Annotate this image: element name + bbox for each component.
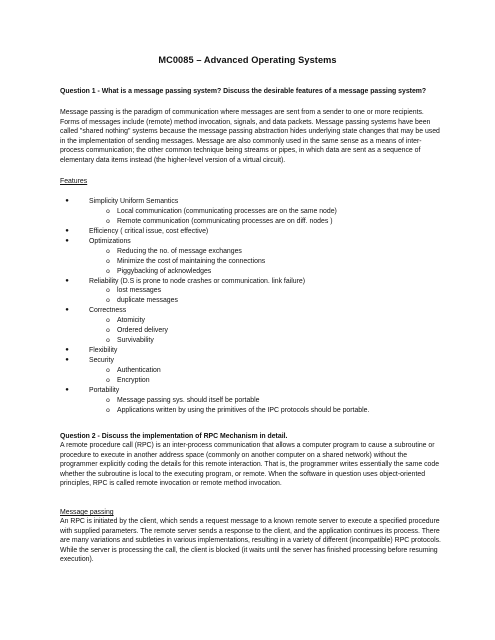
question-2-heading: Question 2 - Discuss the implementation of RPC Mechanism in detail. (60, 433, 288, 440)
bullet-icon: ● (65, 237, 69, 244)
sub-bullet-icon: o (106, 217, 110, 225)
sub-bullet-icon: o (106, 207, 110, 215)
sub-bullet-icon: o (106, 376, 110, 384)
feature-sub-item (60, 267, 450, 277)
sub-bullet-icon: o (106, 317, 110, 325)
feature-item (60, 197, 450, 207)
feature-item (60, 306, 450, 316)
feature-item (60, 237, 450, 247)
feature-label: Reliability (D.S is prone to node crashes or communication. link failure) (89, 277, 305, 285)
feature-label: Optimizations (89, 237, 131, 245)
feature-item (60, 386, 450, 396)
feature-label: Correctness (89, 307, 127, 315)
feature-sub-label: Survivability (117, 337, 154, 345)
feature-sub-item (60, 406, 450, 416)
page-title: MC0085 – Advanced Operating Systems (158, 55, 337, 65)
bullet-icon: ● (65, 227, 69, 234)
feature-item (60, 346, 450, 356)
features-heading: Features (60, 178, 88, 185)
feature-sub-label: Encryption (117, 376, 150, 384)
message-passing-paragraph: An RPC is initiated by the client, which sends a request message to a known remote server to execute a specified procedure with supplied parameters. The remote server sends a response to the client, and the application continues its process. There are many variations and subtleties in various implementations, resulting in a variety of different (incompatible) RPC protocols. While the server is processing the call, the client is blocked (it waits until the server has finished processing before resuming execution). (60, 518, 441, 564)
feature-sub-label: duplicate messages (117, 297, 178, 305)
feature-item (60, 277, 450, 287)
bullet-icon: ● (65, 198, 69, 204)
sub-bullet-icon: o (106, 257, 110, 265)
feature-sub-item (60, 257, 450, 267)
feature-sub-label: Reducing the no. of message exchanges (117, 247, 242, 255)
feature-item (60, 227, 450, 237)
sub-bullet-icon: o (106, 406, 110, 414)
feature-sub-label: Local communication (communicating processes are on the same node) (117, 207, 337, 215)
feature-label: Flexibility (89, 347, 118, 355)
sub-bullet-icon: o (106, 366, 110, 374)
feature-sub-item (60, 296, 450, 306)
feature-sub-item (60, 316, 450, 326)
features-list (60, 197, 450, 416)
feature-sub-item (60, 336, 450, 346)
feature-sub-item (60, 326, 450, 336)
sub-bullet-icon: o (106, 267, 110, 275)
feature-sub-item (60, 286, 450, 296)
question-1-heading: Question 1 - What is a message passing system? Discuss the desirable features of a message passing system? (60, 88, 427, 95)
sub-bullet-icon: o (106, 247, 110, 255)
feature-sub-label: Ordered delivery (117, 327, 168, 335)
feature-sub-label: Minimize the cost of maintaining the connections (117, 257, 266, 265)
feature-sub-label: Authentication (117, 366, 161, 374)
feature-sub-label: lost messages (117, 287, 162, 295)
feature-sub-item (60, 366, 450, 376)
feature-sub-label: Applications written by using the primitives of the IPC protocols should be portable. (117, 406, 370, 414)
question-1-paragraph: Message passing is the paradigm of communication where messages are sent from a sender to one or more recipients. Forms of messages include (remote) method invocation, signals, and data packets. Message passing systems have been called "shared nothing" systems because the message passing abstraction hides underlying state changes that may be used in the implementation of sending messages. Message are also commonly used in the same sense as a means of inter-process communication; the other common technique being streams or pipes, in which data are sent as a sequence of elementary data items instead (the higher-level version of a virtual circuit). (60, 109, 440, 164)
feature-label: Portability (89, 386, 120, 394)
feature-sub-item (60, 207, 450, 217)
feature-label: Security (89, 357, 114, 364)
feature-sub-item (60, 396, 450, 406)
feature-label: Simplicity Uniform Semantics (89, 198, 179, 205)
feature-item (60, 356, 450, 366)
bullet-icon: ● (65, 357, 69, 363)
feature-label: Efficiency ( critical issue, cost effective) (89, 227, 209, 235)
feature-sub-item (60, 217, 450, 227)
sub-bullet-icon: o (106, 337, 110, 345)
feature-sub-label: Remote communication (communicating processes are on diff. nodes ) (117, 217, 333, 225)
feature-sub-label: Piggybacking of acknowledges (117, 267, 212, 275)
bullet-icon: ● (65, 307, 69, 314)
sub-bullet-icon: o (106, 396, 110, 404)
feature-sub-item (60, 376, 450, 386)
feature-sub-label: Atomicity (117, 317, 145, 325)
bullet-icon: ● (65, 386, 69, 393)
feature-sub-label: Message passing sys. should itself be portable (117, 396, 260, 404)
sub-bullet-icon: o (106, 287, 110, 295)
sub-bullet-icon: o (106, 297, 110, 305)
message-passing-heading: Message passing (60, 509, 114, 516)
feature-sub-item (60, 247, 450, 257)
bullet-icon: ● (65, 277, 69, 284)
bullet-icon: ● (65, 347, 69, 354)
question-2-paragraph: A remote procedure call (RPC) is an inter-process communication that allows a computer program to cause a subroutine or procedure to execute in another address space (commonly on another computer on a shared network) without the programmer explicitly coding the details for this remote interaction. That is, the programmer writes essentially the same code whether the subroutine is local to the executing program, or remote. When the software in question uses object-oriented principles, RPC is called remote invocation or remote method invocation. (60, 442, 440, 488)
sub-bullet-icon: o (106, 327, 110, 335)
